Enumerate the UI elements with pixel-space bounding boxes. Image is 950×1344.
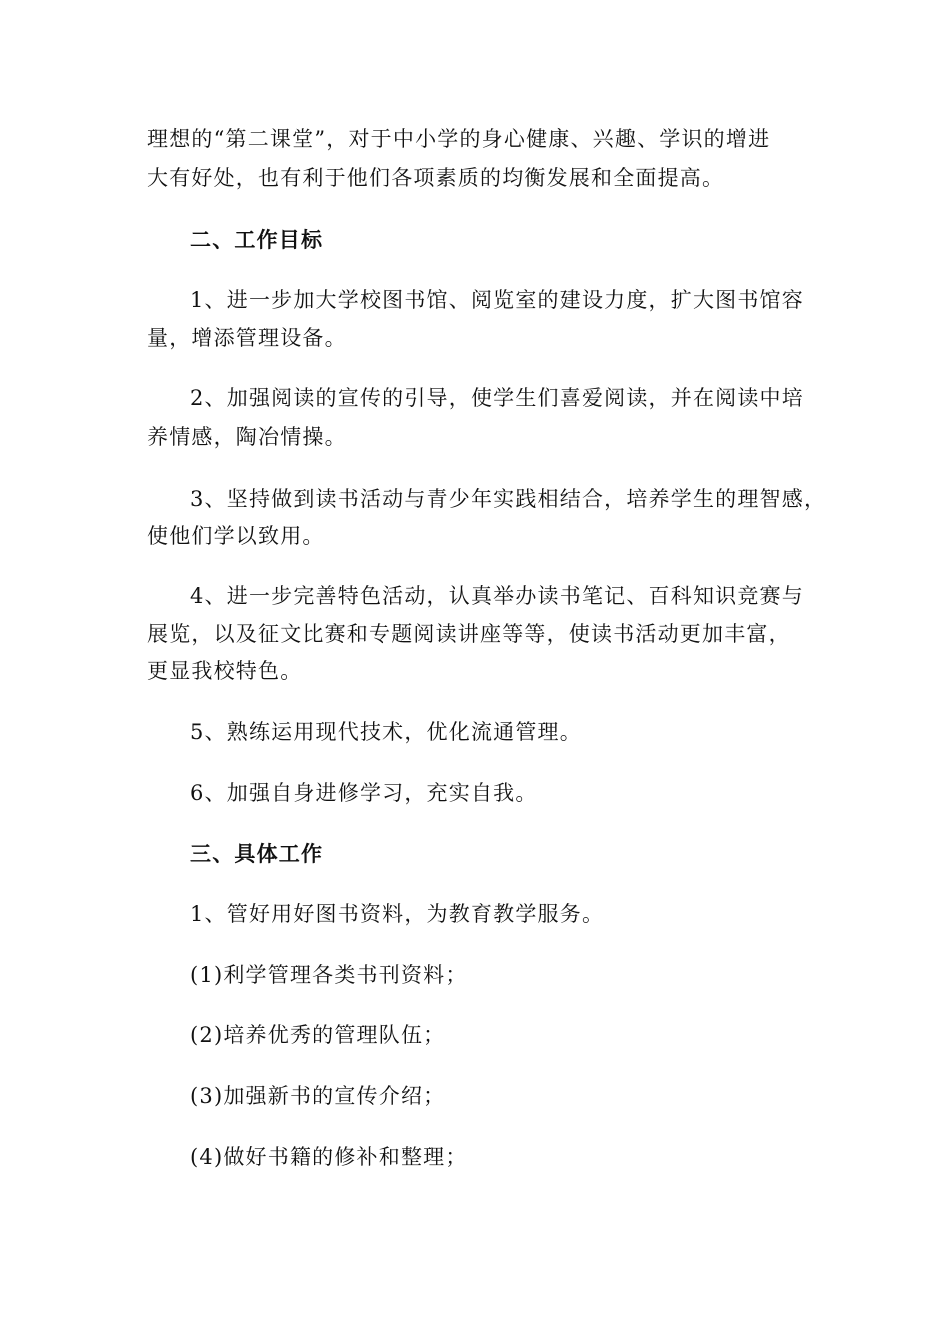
paragraph-line: 展览，以及征文比赛和专题阅读讲座等等，使读书活动更加丰富，: [147, 622, 791, 646]
paragraph-line: 1、管好用好图书资料，为教育教学服务。: [190, 902, 605, 926]
paragraph-line: 5、熟练运用现代技术，优化流通管理。: [190, 720, 582, 744]
paragraph-line: 4、进一步完善特色活动，认真举办读书笔记、百科知识竞赛与: [190, 584, 804, 608]
paragraph-line: 6、加强自身进修学习，充实自我。: [190, 781, 538, 805]
paragraph-line: 量，增添管理设备。: [147, 326, 347, 350]
paragraph-line: 更显我校特色。: [147, 659, 303, 683]
section-heading: 三、具体工作: [190, 841, 324, 866]
paragraph-line: 1、进一步加大学校图书馆、阅览室的建设力度，扩大图书馆容: [190, 288, 804, 312]
paragraph-line: 3、坚持做到读书活动与青少年实践相结合，培养学生的理智感，: [190, 487, 827, 511]
section-heading: 二、工作目标: [190, 227, 324, 252]
paragraph-line: 养情感，陶冶情操。: [147, 425, 347, 449]
list-item: (1)利学管理各类书刊资料；: [190, 963, 468, 987]
paragraph-line: 理想的“第二课堂”，对于中小学的身心健康、兴趣、学识的增进: [147, 127, 771, 151]
paragraph-line: 使他们学以致用。: [147, 524, 325, 548]
paragraph-line: 大有好处，也有利于他们各项素质的均衡发展和全面提高。: [147, 166, 725, 190]
list-item: (2)培养优秀的管理队伍；: [190, 1023, 446, 1047]
list-item: (4)做好书籍的修补和整理；: [190, 1145, 468, 1169]
list-item: (3)加强新书的宣传介绍；: [190, 1084, 446, 1108]
paragraph-line: 2、加强阅读的宣传的引导，使学生们喜爱阅读，并在阅读中培: [190, 386, 804, 410]
